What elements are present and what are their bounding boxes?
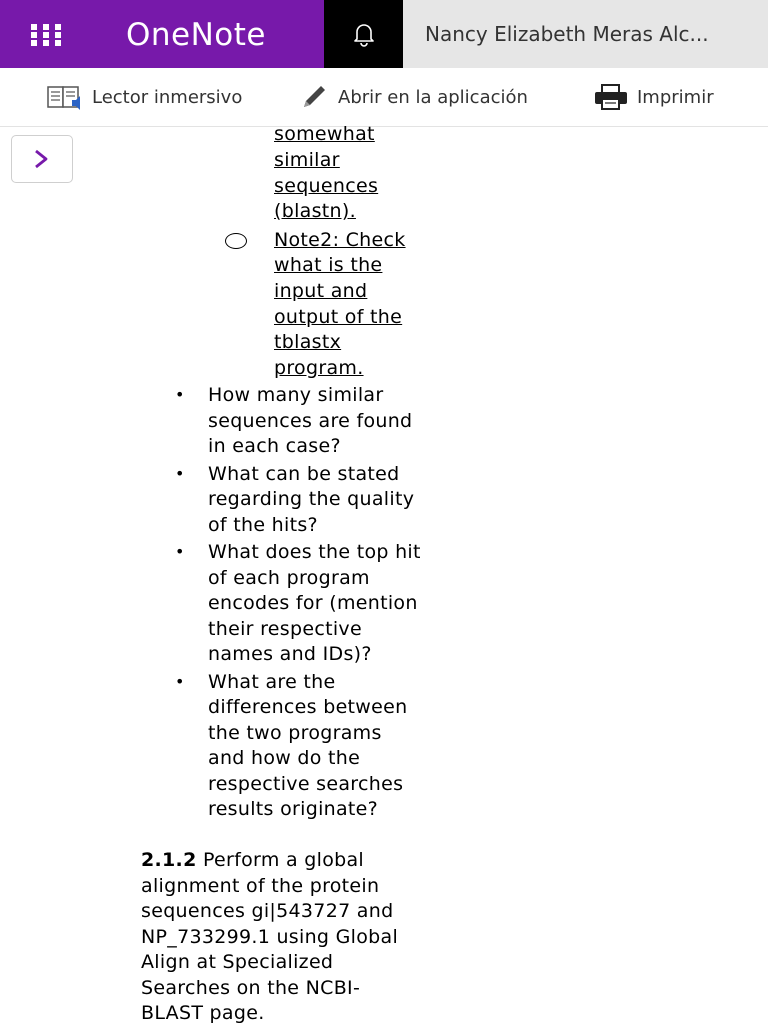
link-line[interactable]: tblastx bbox=[274, 331, 342, 353]
link-line[interactable]: program. bbox=[274, 357, 364, 379]
list-item-line: and how do the bbox=[208, 747, 361, 769]
link-text[interactable]: (blastn) bbox=[274, 200, 350, 222]
immersive-reader-icon bbox=[46, 83, 84, 111]
pencil-icon bbox=[300, 83, 330, 111]
link-line[interactable]: what is the bbox=[274, 254, 383, 276]
paragraph-line: NP_733299.1 using Global bbox=[141, 926, 399, 948]
brand-area bbox=[0, 0, 324, 68]
top-bar bbox=[0, 0, 768, 68]
paragraph-line: BLAST page. bbox=[141, 1002, 265, 1024]
link-line[interactable]: Note2: Check bbox=[274, 229, 406, 251]
paragraph-line-first bbox=[141, 848, 364, 874]
link-tail: . bbox=[349, 200, 356, 222]
list-item-line: How many similar bbox=[208, 384, 384, 406]
link-line[interactable]: somewhat bbox=[274, 123, 375, 145]
bullet-dot-icon: • bbox=[175, 672, 185, 691]
account-area[interactable] bbox=[403, 0, 768, 68]
list-item-line: their respective bbox=[208, 618, 362, 640]
circle-bullet-icon bbox=[225, 233, 247, 249]
paragraph-line: alignment of the protein bbox=[141, 875, 380, 897]
bullet-dot-icon: • bbox=[175, 542, 185, 561]
section-number: 2.1.2 bbox=[141, 849, 197, 871]
immersive-reader-button[interactable] bbox=[46, 83, 242, 111]
link-line[interactable]: input and bbox=[274, 280, 368, 302]
bell-icon bbox=[350, 20, 378, 48]
list-item-line: What does the top hit bbox=[208, 541, 421, 563]
page-content bbox=[0, 120, 768, 1024]
list-item-line: of the hits? bbox=[208, 514, 318, 536]
list-item-line: the two programs bbox=[208, 722, 382, 744]
list-item-line: What can be stated bbox=[208, 463, 400, 485]
list-item-line: respective searches bbox=[208, 773, 404, 795]
paragraph-line: Searches on the NCBI- bbox=[141, 977, 361, 999]
app-launcher-icon[interactable] bbox=[31, 24, 61, 46]
ribbon-toolbar bbox=[0, 68, 768, 127]
open-in-app-label: Abrir en la aplicación bbox=[338, 86, 528, 108]
list-item-line: regarding the quality bbox=[208, 488, 415, 510]
notifications-button[interactable] bbox=[324, 0, 403, 68]
list-item-line: sequences are found bbox=[208, 410, 413, 432]
open-in-app-button[interactable] bbox=[300, 83, 528, 111]
list-item-line: results originate? bbox=[208, 798, 379, 820]
bullet-dot-icon: • bbox=[175, 464, 185, 483]
list-item-line: of each program bbox=[208, 567, 370, 589]
link-line-last[interactable] bbox=[274, 199, 356, 225]
list-item-line: names and IDs)? bbox=[208, 643, 372, 665]
list-item-line: What are the bbox=[208, 671, 336, 693]
paragraph-line: Align at Specialized bbox=[141, 951, 334, 973]
paragraph-line: sequences gi|543727 and bbox=[141, 900, 394, 922]
immersive-reader-label: Lector inmersivo bbox=[92, 86, 243, 108]
app-name[interactable]: OneNote bbox=[126, 17, 267, 53]
link-line[interactable]: sequences bbox=[274, 175, 379, 197]
list-item-line: in each case? bbox=[208, 435, 341, 457]
link-line[interactable]: similar bbox=[274, 149, 340, 171]
bullet-dot-icon: • bbox=[175, 385, 185, 404]
print-button[interactable] bbox=[593, 83, 714, 111]
link-line[interactable]: output of the bbox=[274, 306, 403, 328]
list-item-line: encodes for (mention bbox=[208, 592, 418, 614]
print-label: Imprimir bbox=[637, 86, 714, 108]
list-item-line: differences between bbox=[208, 696, 408, 718]
printer-icon bbox=[593, 83, 629, 111]
paragraph-text: Perform a global bbox=[196, 849, 364, 871]
user-name[interactable]: Nancy Elizabeth Meras Alc... bbox=[425, 22, 709, 46]
